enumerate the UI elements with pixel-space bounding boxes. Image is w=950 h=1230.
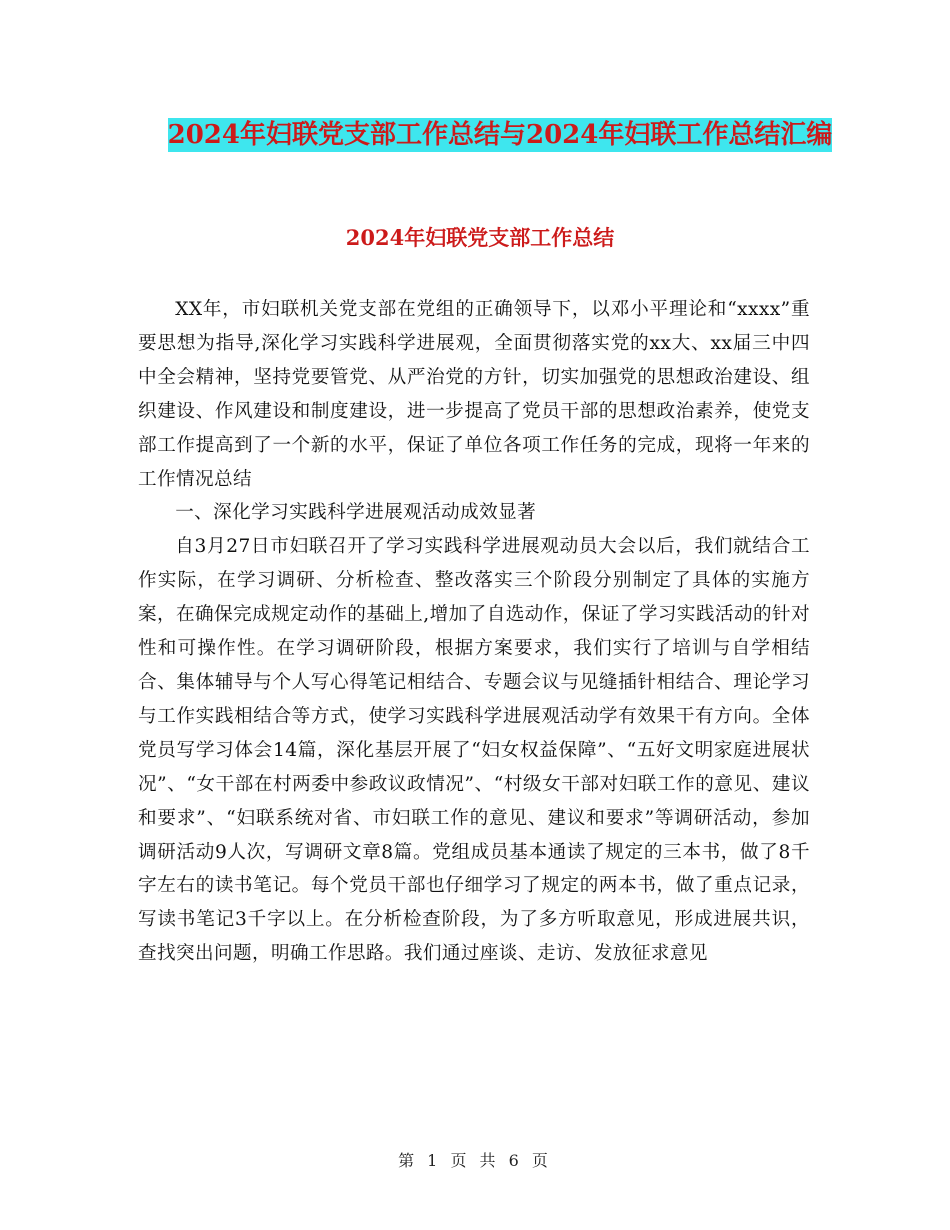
- section-title: 2024年妇联党支部工作总结: [345, 225, 615, 250]
- paragraph-detail: 自3月27日市妇联召开了学习实践科学进展观动员大会以后，我们就结合工作实际，在学习调研、分析检查、整改落实三个阶段分别制定了具体的实施方案，在确保完成规定动作的基础上,增加了自选动作，保证了学习实践活动的针对性和可操作性。在学习调研阶段，根据方案要求，我们实行了培训与自学相结合、集体辅导与个人写心得笔记相结合、专题会议与见缝插针相结合、理论学习与工作实践相结合等方式，使学习实践科学进展观活动学有效果干有方向。全体党员写学习体会14篇，深化基层开展了“妇女权益保障”、“五好文明家庭进展状况”、“女干部在村两委中参政议政情况”、“村级女干部对妇联工作的意见、建议和要求”、“妇联系统对省、市妇联工作的意见、建议和要求”等调研活动，参加调研活动9人次，写调研文章8篇。党组成员基本通读了规定的三本书，做了8千字左右的读书笔记。每个党员干部也仔细学习了规定的两本书，做了重点记录，写读书笔记3千字以上。在分析检查阶段，为了多方听取意见，形成进展共识，查找突出问题，明确工作思路。我们通过座谈、走访、发放征求意见: [138, 536, 810, 965]
- page-footer: 第 1 页 共 6 页: [398, 1151, 552, 1170]
- document-title: [150, 112, 850, 158]
- paragraph-heading-1: 一、深化学习实践科学进展观活动成效显著: [175, 502, 537, 524]
- document-title-text: 2024年妇联党支部工作总结与2024年妇联工作总结汇编: [167, 120, 833, 150]
- document-body: [138, 293, 810, 971]
- paragraph-intro: XX年，市妇联机关党支部在党组的正确领导下，以邓小平理论和“xxxx”重要思想为指导,深化学习实践科学进展观，全面贯彻落实党的xx大、xx届三中四中全会精神，坚持党要管党、从严治党的方针，切实加强党的思想政治建设、组织建设、作风建设和制度建设，进一步提高了党员干部的思想政治素养，使党支部工作提高到了一个新的水平，保证了单位各项工作任务的完成，现将一年来的工作情况总结: [138, 299, 810, 490]
